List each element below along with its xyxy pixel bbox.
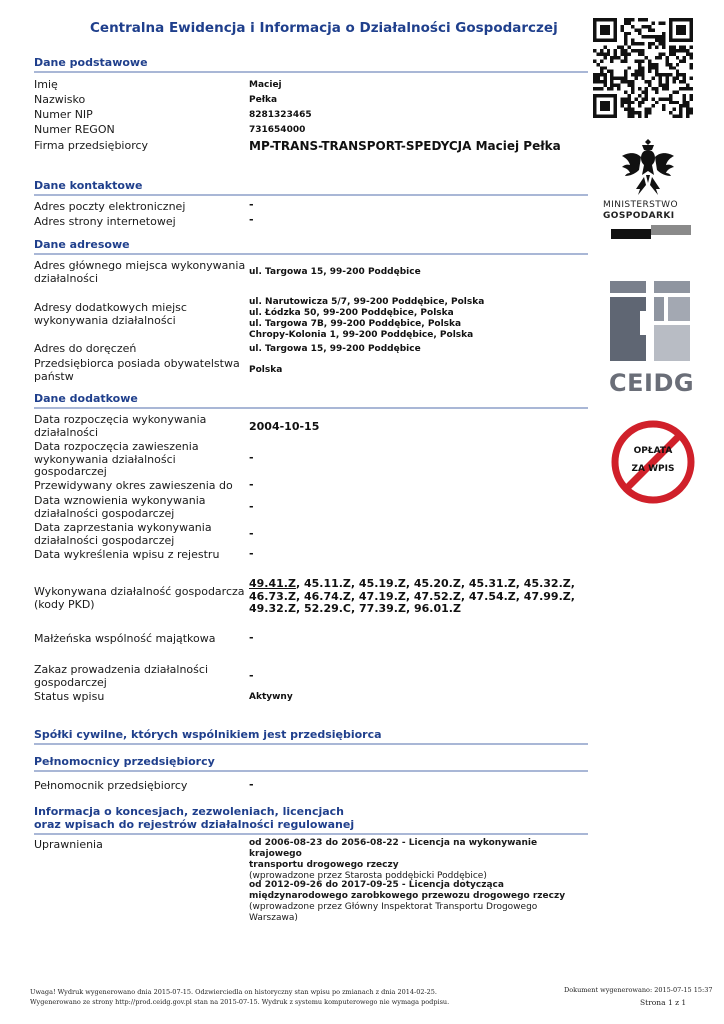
label-www: Adres strony internetowej (34, 215, 176, 228)
uprawnienie-item-2 (249, 880, 589, 924)
stamp-text-line-2: ZA WPIS (631, 464, 675, 474)
section-pelnomocnicy: Pełnomocnicy przedsiębiorcy (34, 755, 588, 768)
uprawnienie-1-line-2: transportu drogowego rzeczy (249, 860, 399, 870)
stamp-text-line-1: OPŁATA (633, 446, 673, 456)
uprawnienie-2-line-3: (wprowadzone przez Główny Inspektorat Transportu Drogowego (249, 902, 538, 912)
label-nazwisko: Nazwisko (34, 93, 86, 106)
label-nip: Numer NIP (34, 108, 93, 121)
section-dane-adresowe: Dane adresowe (34, 238, 588, 251)
label-obywatelstwo (34, 358, 246, 383)
label-adres-doreczen: Adres do doręczeń (34, 342, 137, 355)
value-okres-zawieszenia: - (249, 478, 254, 491)
label-pelnomocnik: Pełnomocnik przedsiębiorcy (34, 779, 188, 792)
label-data-rozpoczecia-line-1: Data rozpoczęcia wykonywania (34, 413, 207, 426)
footer-page-number: Strona 1 z 1 (640, 998, 687, 1007)
label-adres-glowny (34, 260, 246, 285)
value-pelnomocnik: - (249, 778, 254, 791)
label-kody-pkd (34, 586, 246, 611)
label-adresy-dodatkowe (34, 302, 246, 327)
label-adresy-dodatkowe-line-1: Adresy dodatkowych miejsc (34, 301, 187, 314)
label-zakaz-dzialalnosci (34, 664, 246, 689)
label-adresy-dodatkowe-line-2: wykonywania działalności (34, 313, 176, 327)
uprawnienie-2-line-4: Warszawa) (249, 913, 298, 923)
uprawnienie-1-line-3: (wprowadzone przez Starosta poddębicki Poddębice) (249, 871, 487, 881)
label-data-zaprzestania-line-1: Data zaprzestania wykonywania (34, 521, 212, 534)
uprawnienie-2-line-1: od 2012-09-26 do 2017-09-25 - Licencja dotycząca (249, 880, 504, 890)
value-firma: MP-TRANS-TRANSPORT-SPEDYCJA Maciej Pełka (249, 139, 561, 153)
label-data-wznowienia (34, 495, 246, 520)
label-firma: Firma przedsiębiorcy (34, 139, 149, 152)
section-dane-dodatkowe: Dane dodatkowe (34, 392, 588, 405)
label-data-zaprzestania (34, 522, 246, 547)
label-obywatelstwo-line-1: Przedsiębiorca posiada obywatelstwa (34, 357, 240, 370)
pkd-line-2: 46.73.Z, 46.74.Z, 47.19.Z, 47.52.Z, 47.54.Z, 47.99.Z, (249, 589, 575, 603)
label-kody-pkd-line-2: (kody PKD) (34, 597, 95, 611)
address-line: Chropy-Kolonia 1, 99-200 Poddębice, Polska (249, 330, 474, 340)
label-data-zawieszenia-line-1: Data rozpoczęcia zawieszenia (34, 440, 199, 453)
pkd-main-code: 49.41.Z (249, 577, 296, 590)
uprawnienie-1-line-1: od 2006-08-23 do 2056-08-22 - Licencja na wykonywanie krajowego (249, 838, 538, 859)
footer-note-line-2: Wygenerowano ze strony http://prod.ceidg.gov.pl stan na 2015-07-15. Wydruk z systemu komputerowego nie wymaga podpisu. (30, 998, 450, 1006)
value-adres-doreczen: ul. Targowa 15, 99-200 Poddębice (249, 344, 421, 354)
label-obywatelstwo-line-2: państw (34, 369, 74, 383)
value-data-zawieszenia: - (249, 451, 254, 464)
qr-code-image (593, 18, 693, 118)
section-spolki-cywilne: Spółki cywilne, których wspólnikiem jest przedsiębiorca (34, 728, 588, 741)
value-email: - (249, 198, 254, 211)
label-email: Adres poczty elektronicznej (34, 200, 186, 213)
ministry-name (603, 200, 695, 222)
no-fee-stamp-icon (610, 419, 696, 505)
value-status-wpisu: Aktywny (249, 692, 293, 702)
value-www: - (249, 213, 254, 226)
label-data-rozpoczecia-line-2: działalności (34, 425, 99, 439)
address-line: ul. Łódzka 50, 99-200 Poddębice, Polska (249, 308, 454, 318)
label-data-zaprzestania-line-2: działalności gospodarczej (34, 533, 175, 547)
pkd-line-1 (249, 578, 589, 591)
footer-generated-date: Dokument wygenerowano: 2015-07-15 15:37 (564, 986, 713, 994)
section-koncesje (34, 805, 588, 831)
section-dane-kontaktowe: Dane kontaktowe (34, 179, 588, 192)
pkd-line-3: 49.32.Z, 52.29.C, 77.39.Z, 96.01.Z (249, 602, 461, 615)
footer-note-line-1: Uwaga! Wydruk wygenerowano dnia 2015-07-15. Odzwierciedla on historyczny stan wpisu po zmianach z dnia 2014-02-25. (30, 988, 438, 996)
label-data-wznowienia-line-2: działalności gospodarczej (34, 506, 175, 520)
value-data-rozpoczecia: 2004-10-15 (249, 420, 320, 433)
ministry-name-line-2: GOSPODARKI (603, 211, 675, 221)
ceidg-logo-mark (610, 281, 690, 361)
value-zakaz-dzialalnosci: - (249, 669, 254, 682)
uprawnienie-item-1 (249, 838, 589, 882)
pkd-line-1-rest: , 45.11.Z, 45.19.Z, 45.20.Z, 45.31.Z, 45.32.Z, (295, 577, 575, 590)
section-koncesje-line-1: Informacja o koncesjach, zezwoleniach, licencjach (34, 805, 345, 818)
value-nip: 8281323465 (249, 110, 312, 120)
ministry-logo-bars (611, 225, 691, 239)
value-wspolnosc-majatkowa: - (249, 631, 254, 644)
label-data-zawieszenia-line-3: gospodarczej (34, 465, 107, 478)
section-dane-podstawowe: Dane podstawowe (34, 56, 588, 69)
label-data-zawieszenia (34, 441, 246, 479)
value-kody-pkd (249, 578, 589, 616)
label-zakaz-dzialalnosci-line-1: Zakaz prowadzenia działalności (34, 663, 208, 676)
label-imie: Imię (34, 78, 58, 91)
uprawnienie-2-line-2: międzynarodowego zarobkowego przewozu drogowego rzeczy (249, 891, 566, 901)
address-line: ul. Targowa 7B, 99-200 Poddębice, Polska (249, 319, 462, 329)
value-data-wznowienia: - (249, 500, 254, 513)
value-data-zaprzestania: - (249, 527, 254, 540)
label-regon: Numer REGON (34, 123, 115, 136)
polish-eagle-emblem (620, 135, 676, 199)
value-imie: Maciej (249, 80, 282, 90)
label-okres-zawieszenia: Przewidywany okres zawieszenia do (34, 479, 233, 492)
value-nazwisko: Pełka (249, 95, 278, 105)
label-uprawnienia: Uprawnienia (34, 838, 103, 851)
label-data-zawieszenia-line-2: wykonywania działalności (34, 452, 176, 466)
value-regon: 731654000 (249, 125, 306, 135)
label-adres-glowny-line-1: Adres głównego miejsca wykonywania (34, 259, 246, 272)
value-data-wykreslenia: - (249, 547, 254, 560)
ceidg-logo-text: CEIDG (609, 369, 695, 397)
label-data-wznowienia-line-1: Data wznowienia wykonywania (34, 494, 206, 507)
label-data-wykreslenia: Data wykreślenia wpisu z rejestru (34, 548, 220, 561)
label-adres-glowny-line-2: działalności (34, 271, 99, 285)
document-title: Centralna Ewidencja i Informacja o Działalności Gospodarczej (90, 20, 558, 36)
label-data-rozpoczecia (34, 414, 246, 439)
ministry-name-line-1: MINISTERSTWO (603, 200, 678, 210)
label-zakaz-dzialalnosci-line-2: gospodarczej (34, 675, 107, 689)
label-kody-pkd-line-1: Wykonywana działalność gospodarcza (34, 585, 245, 598)
label-status-wpisu: Status wpisu (34, 690, 105, 703)
value-adresy-dodatkowe (249, 297, 589, 341)
section-koncesje-line-2: oraz wpisach do rejestrów działalności regulowanej (34, 818, 355, 831)
address-line: ul. Narutowicza 5/7, 99-200 Poddębice, Polska (249, 297, 485, 307)
value-obywatelstwo: Polska (249, 365, 283, 375)
label-wspolnosc-majatkowa: Małżeńska wspólność majątkowa (34, 632, 216, 645)
value-adres-glowny: ul. Targowa 15, 99-200 Poddębice (249, 267, 421, 277)
